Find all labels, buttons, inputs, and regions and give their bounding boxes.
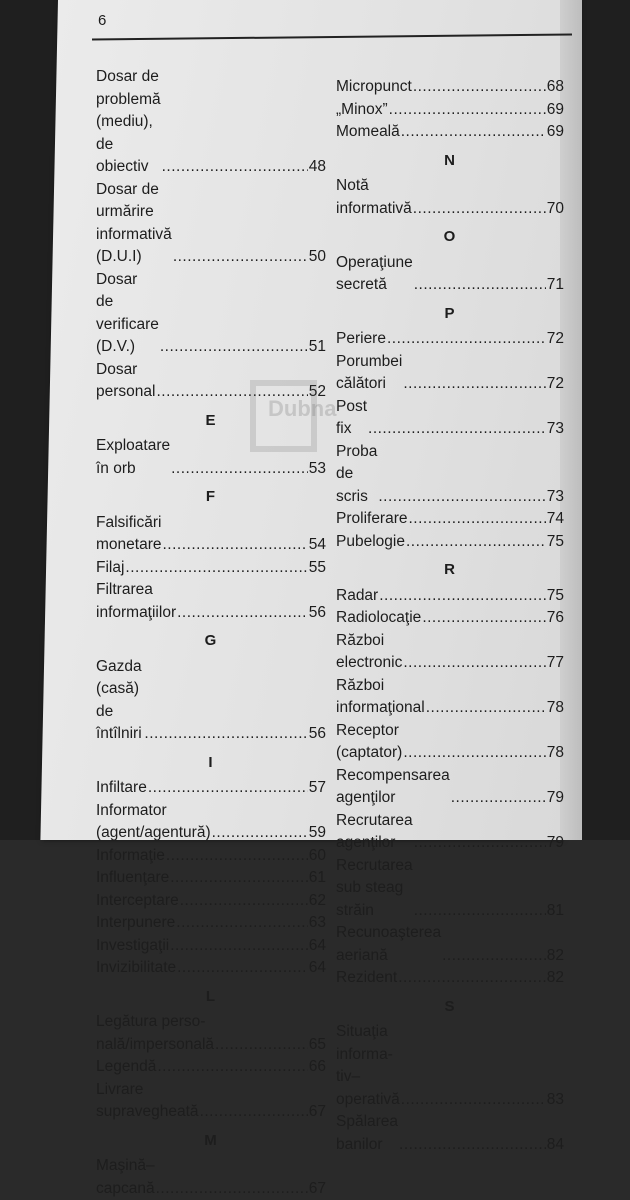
dot-leader — [170, 935, 308, 958]
index-entry-page: 50 — [309, 246, 326, 269]
index-entry-term: Legătura perso- nală/impersonală — [96, 1011, 214, 1056]
index-entry — [336, 675, 564, 720]
index-entry — [96, 890, 326, 913]
dot-leader — [422, 607, 545, 630]
index-entry-term: Spălarea banilor — [336, 1111, 398, 1156]
index-entry-term: Maşină–capcană — [96, 1155, 155, 1200]
index-entry-page: 52 — [309, 381, 326, 404]
index-entry-page: 63 — [309, 912, 326, 935]
dot-leader — [409, 508, 546, 531]
index-entry — [336, 1021, 564, 1111]
index-entry-term: Interceptare — [96, 890, 179, 913]
dot-leader — [401, 121, 546, 144]
index-entry — [96, 269, 326, 359]
index-entry-term: Exploatare în orb — [96, 435, 170, 480]
index-entry-term: Dosar de verificare (D.V.) — [96, 269, 159, 359]
index-entry-term: Informator (agent/agentură) — [96, 800, 211, 845]
index-entry — [336, 121, 564, 144]
dot-leader — [157, 1056, 307, 1079]
index-entry-page: 69 — [547, 121, 564, 144]
index-entry-page: 56 — [309, 723, 326, 746]
page-number: 6 — [98, 12, 106, 29]
dot-leader — [426, 697, 546, 720]
dot-leader — [148, 777, 308, 800]
index-entry-page: 48 — [309, 156, 326, 179]
index-section-letter: F — [96, 486, 326, 509]
dot-leader — [212, 822, 308, 845]
dot-leader — [413, 76, 546, 99]
index-entry — [96, 66, 326, 179]
index-entry — [336, 720, 564, 765]
index-entry — [336, 967, 564, 990]
index-entry — [96, 912, 326, 935]
dot-leader — [413, 198, 546, 221]
dot-leader — [442, 945, 546, 968]
index-entry-term: Informaţie — [96, 845, 165, 868]
dot-leader — [399, 1134, 546, 1157]
dot-leader — [414, 274, 546, 297]
dot-leader — [368, 418, 546, 441]
index-entry-term: Recompensarea agenţilor — [336, 765, 450, 810]
index-section-letter: I — [96, 752, 326, 775]
index-entry-page: 51 — [309, 336, 326, 359]
index-entry — [96, 557, 326, 580]
index-entry-term: Momeală — [336, 121, 400, 144]
dot-leader — [414, 900, 546, 923]
index-entry-term: Război electronic — [336, 630, 402, 675]
index-entry-page: 72 — [547, 328, 564, 351]
index-entry-page: 84 — [547, 1134, 564, 1157]
index-entry-page: 55 — [309, 557, 326, 580]
index-entry — [336, 531, 564, 554]
index-entry-term: Dosar de urmărire informativă (D.U.I) — [96, 179, 172, 269]
dot-leader — [170, 867, 308, 890]
index-entry — [96, 957, 326, 980]
index-entry-term: Filtrarea informaţiilor — [96, 579, 176, 624]
index-entry-page: 60 — [309, 845, 326, 868]
dot-leader — [215, 1034, 308, 1057]
index-entry — [96, 359, 326, 404]
index-entry — [336, 607, 564, 630]
index-entry — [336, 922, 564, 967]
index-entry-term: Situaţia informa- tiv–operativă — [336, 1021, 400, 1111]
index-entry-term: Recrutarea agenţilor — [336, 810, 413, 855]
index-entry-page: 74 — [547, 508, 564, 531]
index-entry-term: Legendă — [96, 1056, 156, 1079]
index-entry-page: 75 — [547, 585, 564, 608]
index-entry — [336, 630, 564, 675]
index-entry — [336, 328, 564, 351]
index-section-letter: R — [336, 559, 564, 582]
dot-leader — [156, 1178, 308, 1200]
index-entry — [96, 1155, 326, 1200]
dot-leader — [406, 531, 546, 554]
index-entry — [336, 175, 564, 220]
dot-leader — [378, 486, 545, 509]
dot-leader — [389, 99, 546, 122]
dot-leader — [160, 336, 308, 359]
index-entry — [96, 777, 326, 800]
index-entry-term: Micropunct — [336, 76, 412, 99]
dot-leader — [379, 585, 546, 608]
index-entry — [96, 1079, 326, 1124]
index-entry-term: Dosar personal — [96, 359, 155, 404]
index-entry-page: 82 — [547, 967, 564, 990]
index-entry-page: 73 — [547, 486, 564, 509]
index-entry-term: Dosar de problemă (mediu), de obiectiv — [96, 66, 161, 179]
index-column-right — [336, 76, 564, 1156]
index-entry — [96, 579, 326, 624]
dot-leader — [403, 742, 545, 765]
index-entry-page: 67 — [309, 1101, 326, 1124]
index-entry-term: Operaţiune secretă — [336, 252, 413, 297]
index-entry-term: Invizibilitate — [96, 957, 176, 980]
index-section-letter: E — [96, 410, 326, 433]
index-entry-page: 61 — [309, 867, 326, 890]
index-entry-page: 82 — [547, 945, 564, 968]
index-entry-term: Gazda (casă) de întîlniri — [96, 656, 143, 746]
index-section-letter: G — [96, 630, 326, 653]
index-entry — [336, 855, 564, 923]
dot-leader — [162, 156, 308, 179]
index-entry — [96, 1011, 326, 1056]
index-entry-page: 69 — [547, 99, 564, 122]
index-entry-page: 79 — [547, 832, 564, 855]
index-section-letter: L — [96, 986, 326, 1009]
index-entry-page: 62 — [309, 890, 326, 913]
index-entry-term: Filaj — [96, 557, 124, 580]
index-entry — [336, 396, 564, 441]
index-entry-page: 71 — [547, 274, 564, 297]
index-entry-page: 76 — [547, 607, 564, 630]
index-entry — [96, 179, 326, 269]
index-entry-term: Falsificări monetare — [96, 512, 161, 557]
index-section-letter: S — [336, 996, 564, 1019]
dot-leader — [171, 458, 308, 481]
index-entry-term: Radiolocaţie — [336, 607, 421, 630]
index-entry — [336, 508, 564, 531]
index-entry — [336, 252, 564, 297]
index-entry-page: 68 — [547, 76, 564, 99]
index-entry — [336, 810, 564, 855]
index-entry — [336, 441, 564, 509]
index-column-left — [96, 66, 326, 1200]
index-entry-term: „Minox” — [336, 99, 388, 122]
index-entry-term: Investigaţii — [96, 935, 169, 958]
index-entry-term: Rezident — [336, 967, 397, 990]
index-entry — [96, 512, 326, 557]
index-entry-page: 83 — [547, 1089, 564, 1112]
index-entry-page: 79 — [547, 787, 564, 810]
index-entry — [96, 656, 326, 746]
index-entry-page: 54 — [309, 534, 326, 557]
index-section-letter: P — [336, 303, 564, 326]
index-entry — [336, 765, 564, 810]
index-entry — [96, 935, 326, 958]
dot-leader — [403, 373, 545, 396]
index-entry — [336, 76, 564, 99]
watermark-text: Dubna — [268, 396, 336, 422]
index-section-letter: M — [96, 1130, 326, 1153]
index-section-letter: O — [336, 226, 564, 249]
index-entry-term: Livrare supravegheată — [96, 1079, 199, 1124]
dot-leader — [403, 652, 545, 675]
index-entry-page: 64 — [309, 957, 326, 980]
index-entry-term: Porumbei călători — [336, 351, 402, 396]
index-entry-page: 78 — [547, 742, 564, 765]
dot-leader — [162, 534, 307, 557]
index-entry-term: Post fix — [336, 396, 367, 441]
index-entry-page: 73 — [547, 418, 564, 441]
dot-leader — [125, 557, 307, 580]
index-entry-page: 56 — [309, 602, 326, 625]
index-entry-term: Proba de scris — [336, 441, 377, 509]
index-entry — [96, 867, 326, 890]
index-entry — [336, 351, 564, 396]
index-entry-page: 53 — [309, 458, 326, 481]
dot-leader — [156, 381, 307, 404]
dot-leader — [173, 246, 308, 269]
index-entry-term: Pubelogie — [336, 531, 405, 554]
index-entry-term: Proliferare — [336, 508, 408, 531]
dot-leader — [451, 787, 546, 810]
index-entry — [96, 435, 326, 480]
index-entry-term: Interpunere — [96, 912, 175, 935]
index-entry-page: 65 — [309, 1034, 326, 1057]
index-entry-page: 57 — [309, 777, 326, 800]
index-entry-term: Infiltare — [96, 777, 147, 800]
dot-leader — [414, 832, 546, 855]
index-entry-page: 78 — [547, 697, 564, 720]
index-entry-term: Recrutarea sub steag străin — [336, 855, 413, 923]
dot-leader — [144, 723, 307, 746]
index-entry-page: 72 — [547, 373, 564, 396]
dot-leader — [401, 1089, 546, 1112]
index-entry-page: 81 — [547, 900, 564, 923]
dot-leader — [398, 967, 546, 990]
index-entry-page: 64 — [309, 935, 326, 958]
index-entry-term: Periere — [336, 328, 386, 351]
dot-leader — [200, 1101, 308, 1124]
index-entry — [96, 800, 326, 845]
index-entry-term: Receptor (captator) — [336, 720, 402, 765]
dot-leader — [176, 912, 307, 935]
index-entry-term: Influenţare — [96, 867, 169, 890]
index-entry-term: Război informaţional — [336, 675, 425, 720]
index-entry-page: 66 — [309, 1056, 326, 1079]
index-entry-page: 67 — [309, 1178, 326, 1200]
dot-leader — [177, 602, 308, 625]
index-entry-term: Recunoaşterea aeriană — [336, 922, 441, 967]
index-entry-term: Notă informativă — [336, 175, 412, 220]
index-entry-page: 77 — [547, 652, 564, 675]
index-entry-page: 59 — [309, 822, 326, 845]
index-section-letter: N — [336, 150, 564, 173]
dot-leader — [387, 328, 546, 351]
index-entry — [336, 99, 564, 122]
index-entry — [96, 1056, 326, 1079]
index-entry — [336, 1111, 564, 1156]
index-entry — [336, 585, 564, 608]
index-entry-term: Radar — [336, 585, 378, 608]
index-entry-page: 70 — [547, 198, 564, 221]
index-entry — [96, 845, 326, 868]
dot-leader — [166, 845, 308, 868]
dot-leader — [180, 890, 308, 913]
dot-leader — [177, 957, 308, 980]
index-entry-page: 75 — [547, 531, 564, 554]
